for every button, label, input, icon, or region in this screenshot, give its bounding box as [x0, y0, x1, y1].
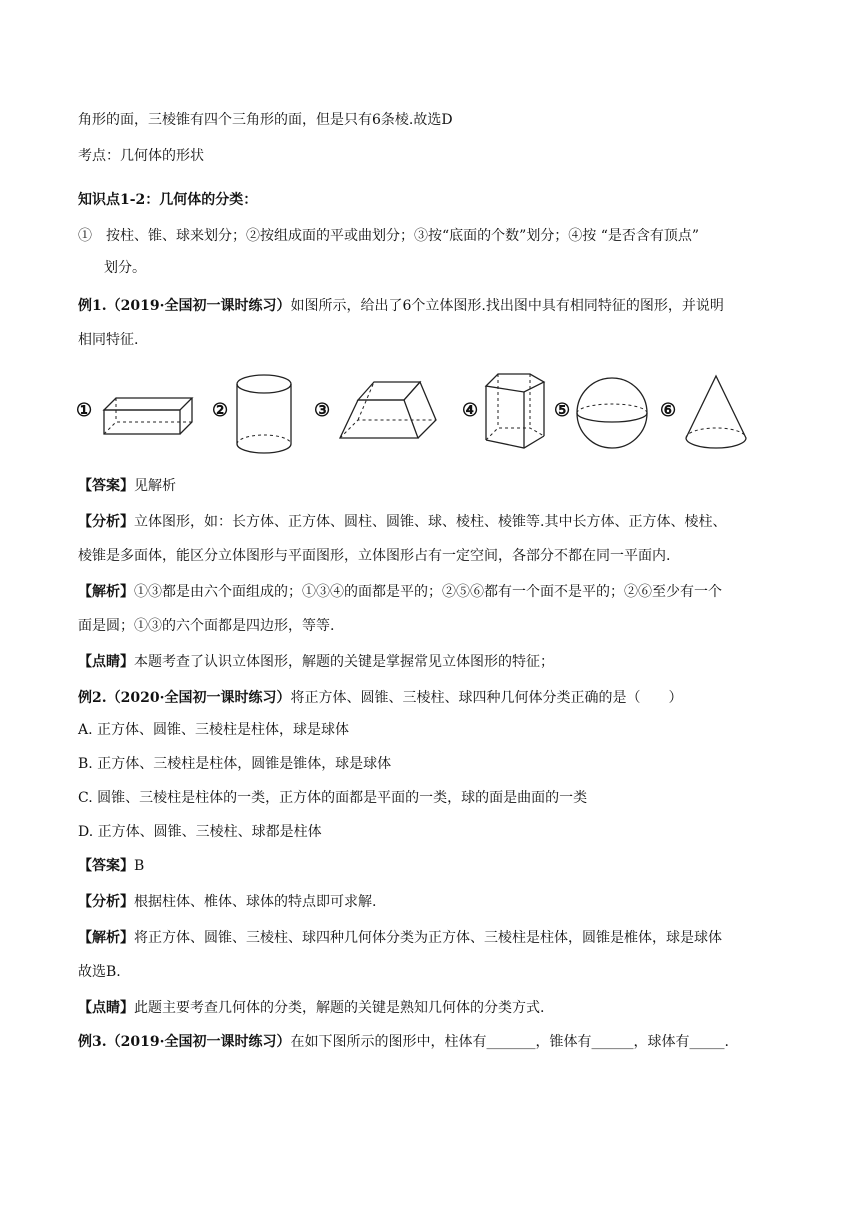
line-1: 角形的面，三棱锥有四个三角形的面，但是只有6条棱.故选D — [78, 112, 453, 128]
analysis-tag: 【分析】 — [78, 514, 134, 530]
solution-2 — [78, 928, 722, 948]
point-tag: 【点睛】 — [78, 654, 134, 670]
answer-tag: 【答案】 — [78, 858, 134, 874]
point-1 — [78, 652, 554, 672]
example-1-head: 例1.（2019·全国初一课时练习） — [78, 298, 291, 314]
option-d: D. 正方体、圆锥、三棱柱、球都是柱体 — [78, 824, 322, 840]
cuboid-figure — [104, 396, 194, 436]
knowledge-item: ① 按柱、锥、球来划分；②按组成面的平或曲划分；③按“底面的个数”划分；④按 “是否含有顶点” — [78, 228, 700, 244]
analysis-text: 根据柱体、椎体、球体的特点即可求解. — [134, 894, 377, 910]
solution-text: 将正方体、圆锥、三棱柱、球四种几何体分类为正方体、三棱柱是柱体，圆锥是椎体，球是球体 — [134, 930, 722, 946]
knowledge-point-title: 知识点1-2：几何体的分类： — [78, 192, 258, 208]
figure-label-1: ① — [76, 400, 93, 421]
figure-label-6: ⑥ — [660, 400, 677, 421]
frustum-figure — [338, 380, 438, 442]
option-b: B. 正方体、三棱柱是柱体，圆锥是锥体，球是球体 — [78, 756, 392, 772]
figure-label-5: ⑤ — [554, 400, 571, 421]
solution-1-cont: 面是圆；①③的六个面都是四边形，等等. — [78, 618, 335, 634]
option-c: C. 圆锥、三棱柱是柱体的一类，正方体的面都是平面的一类，球的面是曲面的一类 — [78, 790, 588, 806]
solution-1 — [78, 582, 722, 602]
cylinder-figure — [236, 374, 292, 454]
example-3-head: 例3.（2019·全国初一课时练习） — [78, 1034, 291, 1050]
answer-2 — [78, 856, 144, 876]
example-2 — [78, 688, 682, 708]
analysis-1 — [78, 512, 726, 532]
figure-label-3: ③ — [314, 400, 331, 421]
answer-text: B — [134, 858, 145, 874]
point-text: 此题主要考查几何体的分类，解题的关键是熟知几何体的分类方式. — [134, 1000, 545, 1016]
option-a: A. 正方体、圆锥、三棱柱是柱体，球是球体 — [78, 722, 350, 738]
sphere-figure — [576, 376, 648, 450]
analysis-1-cont: 棱锥是多面体，能区分立体图形与平面图形，立体图形占有一定空间，各部分不都在同一平面内. — [78, 548, 671, 564]
analysis-tag: 【分析】 — [78, 894, 134, 910]
example-2-text: 将正方体、圆锥、三棱柱、球四种几何体分类正确的是（ ） — [290, 690, 683, 706]
figure-label-2: ② — [212, 400, 229, 421]
example-3 — [78, 1032, 729, 1052]
solid-figures — [70, 368, 790, 458]
analysis-text: 立体图形，如：长方体、正方体、圆柱、圆锥、球、棱柱、棱锥等.其中长方体、正方体、棱柱、 — [134, 514, 727, 530]
solution-tag: 【解析】 — [78, 930, 134, 946]
solution-2-cont: 故选B. — [78, 964, 121, 980]
figure-label-4: ④ — [462, 400, 479, 421]
knowledge-item-cont: 划分。 — [104, 260, 146, 276]
point-text: 本题考查了认识立体图形，解题的关键是掌握常见立体图形的特征； — [134, 654, 554, 670]
example-3-text: 在如下图所示的图形中，柱体有_______，锥体有______，球体有_____. — [290, 1034, 729, 1050]
point-2 — [78, 998, 544, 1018]
cone-figure — [684, 374, 748, 454]
example-2-head: 例2.（2020·全国初一课时练习） — [78, 690, 291, 706]
example-1 — [78, 296, 724, 316]
solution-tag: 【解析】 — [78, 584, 134, 600]
solution-text: ①③都是由六个面组成的；①③④的面都是平的；②⑤⑥都有一个面不是平的；②⑥至少有一个 — [134, 584, 722, 600]
answer-tag: 【答案】 — [78, 478, 134, 494]
analysis-2 — [78, 892, 376, 912]
prism-figure — [484, 372, 548, 452]
answer-text: 见解析 — [134, 478, 176, 494]
point-tag: 【点睛】 — [78, 1000, 134, 1016]
example-1-text: 如图所示，给出了6个立体图形.找出图中具有相同特征的图形，并说明 — [290, 298, 724, 314]
point-of-exam: 考点：几何体的形状 — [78, 148, 204, 164]
example-1-cont: 相同特征. — [78, 332, 139, 348]
answer-1 — [78, 476, 176, 496]
